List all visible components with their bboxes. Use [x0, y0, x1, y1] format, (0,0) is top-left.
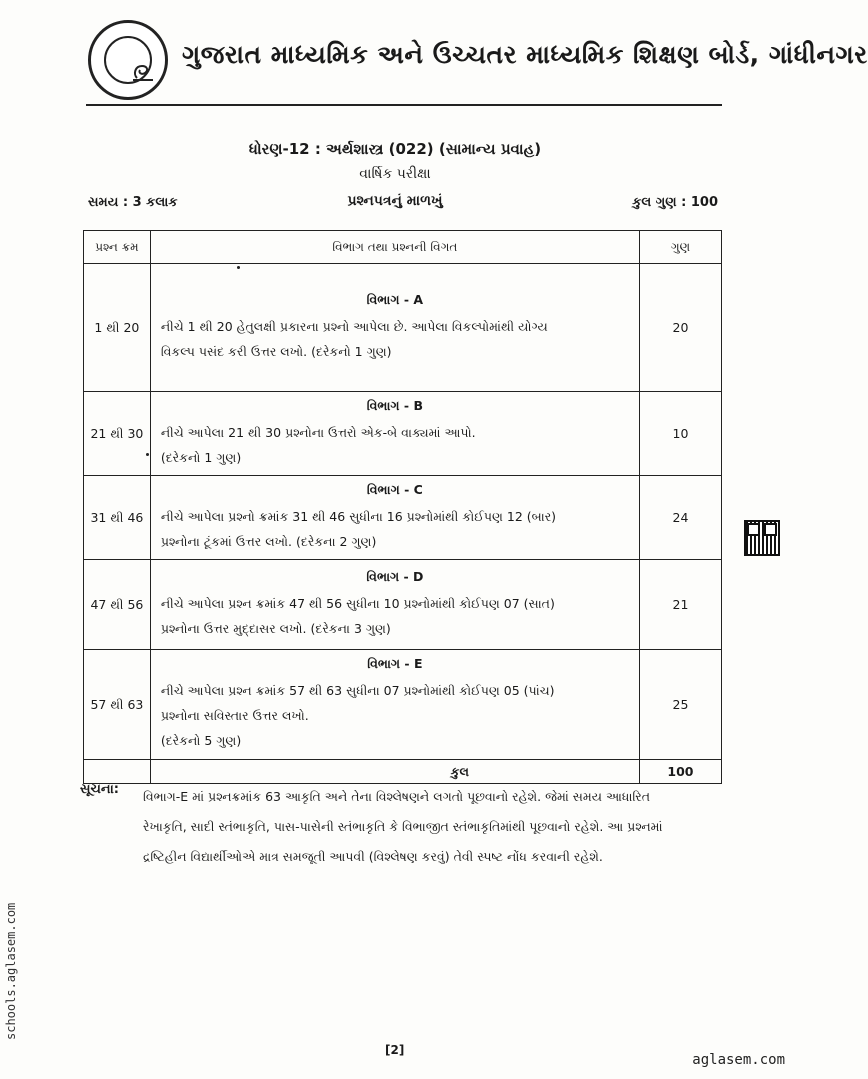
marks-value: 25 — [639, 650, 721, 760]
table-row — [84, 476, 722, 560]
question-range: 47 થી 56 — [84, 560, 151, 650]
exam-title: વાર્ષિક પરીક્ષા — [359, 166, 431, 182]
table-row — [84, 650, 722, 760]
time-label: સમય : 3 કલાક — [88, 195, 178, 210]
section-details — [150, 392, 639, 476]
question-range: 31 થી 46 — [84, 476, 151, 560]
table-total-row — [84, 760, 722, 784]
swan-emblem-icon — [129, 56, 157, 84]
total-value: 100 — [639, 760, 721, 784]
section-title: વિભાગ - D — [366, 568, 424, 584]
section-line: નીચે આપેલા પ્રશ્ન ક્રમાંક 47 થી 56 સુધીના 10 પ્રશ્નોમાંથી કોઈપણ 07 (સાત) — [160, 595, 555, 611]
marks-value: 21 — [639, 560, 721, 650]
section-details — [150, 560, 639, 650]
section-title: વિભાગ - C — [366, 481, 423, 497]
section-line: નીચે આપેલા પ્રશ્નો ક્રમાંક 31 થી 46 સુધીના 16 પ્રશ્નોમાંથી કોઈપણ 12 (બાર) — [160, 508, 557, 524]
marks-value: 20 — [639, 264, 721, 392]
marks-value: 24 — [639, 476, 721, 560]
section-line: નીચે 1 થી 20 હેતુલક્ષી પ્રકારના પ્રશ્નો આપેલા છે. આપેલા વિકલ્પોમાંથી યોગ્ય — [160, 318, 548, 334]
section-line: નીચે આપેલા 21 થી 30 પ્રશ્નોના ઉત્તરો એક-બે વાક્યમાં આપો. — [160, 424, 476, 440]
marks-value: 10 — [639, 392, 721, 476]
section-line: વિકલ્પ પસંદ કરી ઉત્તર લખો. (દરેકનો 1 ગુણ) — [160, 343, 392, 359]
question-range: 1 થી 20 — [84, 264, 151, 392]
section-title: વિભાગ - B — [366, 397, 423, 413]
qr-code-icon — [744, 520, 780, 556]
board-title: ગુજરાત માધ્યમિક અને ઉચ્ચતર માધ્યમિક શિક્ષણ બોર્ડ, ગાંધીનગર — [182, 40, 868, 69]
blueprint-title: પ્રશ્નપત્રનું માળખું — [347, 193, 443, 209]
section-line: પ્રશ્નોના ટૂંકમાં ઉત્તર લખો. (દરેકના 2 ગુણ) — [160, 533, 377, 549]
note-text: વિભાગ-E માં પ્રશ્નક્રમાંક 63 આકૃતિ અને તેના વિશ્લેષણને લગતો પૂછવાનો રહેશે. જેમાં સમય આધારિત રેખાકૃતિ, સાદી સ્તંભાકૃતિ, પાસ-પાસેની સ્તંભાકૃતિ કે વિભાજીત સ્તંભાકૃતિમાંથી પૂછવાનો રહેશે. આ પ્રશ્નમાં દ્રષ્ટિહીન વિદ્યાર્થીઓએ માત્ર સમજૂતી આપવી (વિશ્લેષણ કરવું) તેવી સ્પષ્ટ નોંધ કરવાની રહેશે. — [143, 789, 663, 864]
side-watermark: schools.aglasem.com — [4, 902, 18, 1040]
section-line: પ્રશ્નોના ઉત્તર મુદ્દાસર લખો. (દરેકના 3 ગુણ) — [160, 620, 391, 636]
header-divider — [86, 104, 722, 106]
section-details — [150, 264, 639, 392]
section-details — [150, 476, 639, 560]
total-marks-label: કુલ ગુણ : 100 — [632, 195, 718, 210]
note-label: સૂચના: — [80, 782, 119, 797]
total-label: કુલ — [150, 760, 639, 784]
section-line: (દરેકનો 1 ગુણ) — [160, 449, 242, 465]
section-title: વિભાગ - A — [366, 291, 424, 307]
table-row — [84, 560, 722, 650]
page-number: [2] — [385, 1043, 405, 1057]
total-empty-cell — [84, 760, 151, 784]
section-line: (દરેકનો 5 ગુણ) — [160, 733, 242, 748]
question-range: 21 થી 30 — [84, 392, 151, 476]
section-details — [150, 650, 639, 760]
table-row — [84, 392, 722, 476]
section-line: પ્રશ્નોના સવિસ્તાર ઉત્તર લખો. — [160, 708, 309, 723]
scan-speck — [237, 266, 240, 269]
table-row — [84, 264, 722, 392]
header-marks: ગુણ — [639, 231, 721, 264]
question-range: 57 થી 63 — [84, 650, 151, 760]
board-seal-logo — [88, 20, 168, 100]
table-header-row — [84, 231, 722, 264]
header-section-details: વિભાગ તથા પ્રશ્નની વિગત — [150, 231, 639, 264]
section-line: નીચે આપેલા પ્રશ્ન ક્રમાંક 57 થી 63 સુધીના 07 પ્રશ્નોમાંથી કોઈપણ 05 (પાંચ) — [160, 683, 555, 698]
subject-title: ધોરણ-12 : અર્થશાસ્ત્ર (022) (સામાન્ય પ્રવાહ) — [248, 140, 542, 158]
scan-speck — [146, 453, 149, 456]
section-title: વિભાગ - E — [367, 656, 423, 671]
header-question-no: પ્રશ્ન ક્રમ — [84, 231, 151, 264]
site-watermark: aglasem.com — [692, 1052, 785, 1068]
blueprint-table — [83, 230, 722, 784]
